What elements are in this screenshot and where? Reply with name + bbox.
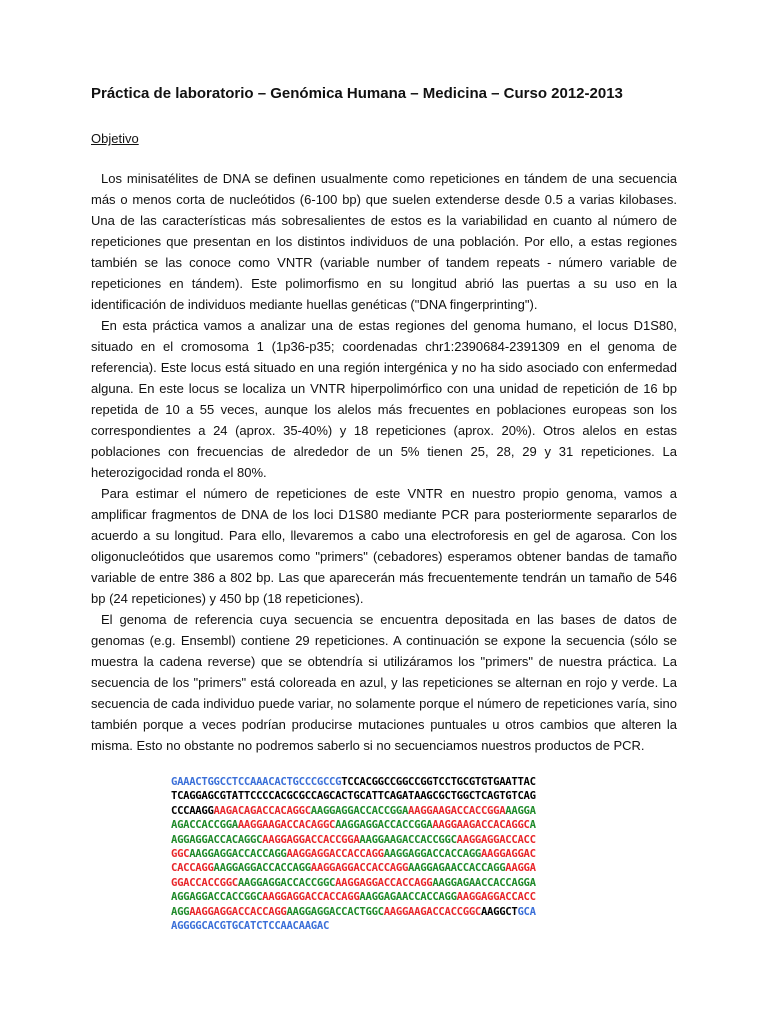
sequence-segment-primer: GCA — [517, 905, 536, 918]
sequence-segment-repeat-green: AAGGAGGACCACCGGA — [310, 804, 409, 817]
sequence-segment-repeat-red: AAGGAAGACCACCGGA — [408, 804, 506, 817]
sequence-line — [171, 861, 536, 875]
document-title: Práctica de laboratorio – Genómica Humana – Medicina – Curso 2012-2013 — [91, 85, 623, 102]
sequence-segment-repeat-green: AGGAGGACCACAGGC — [171, 833, 263, 846]
sequence-segment-repeat-red: CACCAGG — [171, 862, 214, 875]
sequence-segment-primer: AGGGGCACGTGCATCTCCAACAAGAC — [171, 919, 330, 932]
sequence-segment-flank: TCAGGAGCGTATTCCCCACGCGCCAGCACTGCATTCAGATAAGCGCTGGCTCAGTGTCAG — [171, 790, 536, 803]
sequence-segment-repeat-red: AAGGAGGACCACCAGG — [335, 876, 433, 889]
sequence-segment-repeat-red: GGACCACCGGC — [171, 876, 238, 889]
sequence-segment-repeat-green: AAGGAGAACCACCAGGA — [432, 876, 536, 889]
sequence-line — [171, 833, 536, 847]
body-text — [91, 168, 677, 756]
sequence-segment-repeat-green: AAGGAGGACCACCAGG — [189, 847, 287, 860]
sequence-segment-repeat-red: AAGGA — [505, 862, 536, 875]
sequence-segment-repeat-green: AAGGA — [505, 804, 536, 817]
sequence-segment-repeat-red: AAGGAGGACCACCGGA — [262, 833, 360, 846]
sequence-segment-repeat-green: A — [529, 819, 536, 832]
sequence-segment-repeat-green: AGG — [171, 905, 190, 918]
sequence-segment-primer: GAAACTGGCCTCCAAACACTGCCCGCCG — [171, 776, 342, 788]
sequence-line — [171, 818, 536, 832]
sequence-segment-repeat-green: AAGGAAGACCACCGGC — [359, 833, 457, 846]
sequence-line — [171, 876, 536, 890]
sequence-segment-repeat-red: AAGGAAGACCACAGGC — [237, 819, 336, 832]
sequence-segment-repeat-green: AGGAGGACCACCGGC — [171, 891, 263, 904]
sequence-line — [171, 789, 536, 803]
sequence-segment-repeat-green: AGACCACCGGA — [171, 819, 238, 832]
sequence-segment-repeat-green: AAGGAGGACCACCGGA — [335, 819, 433, 832]
sequence-segment-repeat-red: AAGGAAGACCACCGGC — [383, 905, 481, 918]
sequence-line — [171, 775, 536, 789]
sequence-segment-repeat-red: AAGGAGGACCACCAGG — [286, 847, 384, 860]
sequence-segment-repeat-green: AAGGAGAACCACCAGG — [359, 891, 457, 904]
sequence-line — [171, 890, 536, 904]
paragraph-2: En esta práctica vamos a analizar una de estas regiones del genoma humano, el locus D1S80, situado en el cromosoma 1 (1p36-p35; coordenadas chr1:2390684-2391309 en el genoma de referencia). Este locus está situado en una región intergénica y no ha sido asociado con enfermedad alguna. En este locus se localiza un VNTR hiperpolimórfico con una unidad de repetición de 16 bp repetida de 10 a 55 veces, aunque los alelos más frecuentes en poblaciones europeas son los correspondientes a 24 (aprox. 35-40%) y 18 repeticiones (aprox. 20%). Otros alelos en estas poblaciones con frecuencias de alrededor de un 5% tienen 25, 28, 29 y 31 repeticiones. La heterozigocidad ronda el 80%. — [91, 318, 677, 480]
sequence-segment-repeat-green: AAGGAGGACCACCAGG — [383, 847, 481, 860]
sequence-line — [171, 919, 536, 933]
sequence-segment-repeat-red: AAGACAGACCACAGGC — [213, 804, 311, 817]
sequence-segment-repeat-red: AAGGAGGAC — [480, 847, 536, 860]
sequence-segment-repeat-red: AAGGAGGACCACCAGG — [189, 905, 287, 918]
sequence-segment-repeat-red: AAGGAGGACCACC — [456, 833, 536, 846]
sequence-line — [171, 804, 536, 818]
paragraph-3: Para estimar el número de repeticiones de este VNTR en nuestro propio genoma, vamos a amplificar fragmentos de DNA de los loci D1S80 mediante PCR para posteriormente separarlos de acuerdo a su longitud. Para ello, llevaremos a cabo una electroforesis en gel de agarosa. Con los oligonucleótidos que usaremos como "primers" (cebadores) esperamos obtener bandas de tamaño variable de entre 386 a 802 bp. Las que aparecerán más frecuentemente tendrán un tamaño de 546 bp (24 repeticiones) y 450 bp (18 repeticiones). — [91, 486, 677, 606]
sequence-segment-repeat-green: AAGGAGAACCACCAGG — [408, 862, 506, 875]
sequence-segment-repeat-green: AAGGAGGACCACCAGG — [213, 862, 311, 875]
sequence-line — [171, 847, 536, 861]
sequence-segment-repeat-red: AAGGAAGACCACAGGC — [432, 819, 530, 832]
paragraph-4: El genoma de referencia cuya secuencia se encuentra depositada en las bases de datos de genomas (e.g. Ensembl) contiene 29 repeticiones. A continuación se expone la secuencia (sólo se muestra la cadena reverse) que se obtendría si utilizáramos los "primers" de nuestra práctica. La secuencia de los "primers" está coloreada en azul, y las repeticiones se alternan en rojo y verde. La secuencia de cada individuo puede variar, no solamente porque el número de repeticiones varía, sino también porque a veces podrían producirse mutaciones puntuales u otros cambios que alteren la misma. Esto no obstante no podremos saberlo si no secuenciamos nuestros productos de PCR. — [91, 612, 677, 753]
sequence-segment-flank: TCCACGGCCGGCCGGTCCTGCGTGTGAATTAC — [341, 776, 536, 788]
sequence-line — [171, 905, 536, 919]
sequence-segment-repeat-red: GGC — [171, 847, 190, 860]
sequence-segment-flank: AAGGCT — [480, 905, 518, 918]
dna-sequence-block — [171, 775, 536, 933]
paragraph-1: Los minisatélites de DNA se definen usualmente como repeticiones en tándem de una secuencia más o menos corta de nucleótidos (6-100 bp) que suelen extenderse desde 0.5 a varias kilobases. Una de las características más sobresalientes de estos es la variabilidad en cuanto al número de repeticiones que presentan en los distintos individuos de una población. Por ello, a estas regiones también se las conoce como VNTR (variable number of tandem repeats - número variable de repeticiones en tándem). Este polimorfismo en su longitud abrió las puertas a su uso en la identificación de individuos mediante huellas genéticas ("DNA fingerprinting"). — [91, 171, 677, 312]
sequence-segment-repeat-red: AAGGAGGACCACC — [456, 891, 536, 904]
sequence-segment-repeat-red: AAGGAGGACCACCAGG — [262, 891, 360, 904]
sequence-segment-flank: CCCAAGG — [171, 804, 214, 817]
sequence-segment-repeat-green: AAGGAGGACCACCGGC — [237, 876, 336, 889]
sequence-segment-repeat-green: AAGGAGGACCACTGGC — [286, 905, 384, 918]
section-heading-objetivo: Objetivo — [91, 131, 139, 146]
sequence-segment-repeat-red: AAGGAGGACCACCAGG — [310, 862, 409, 875]
